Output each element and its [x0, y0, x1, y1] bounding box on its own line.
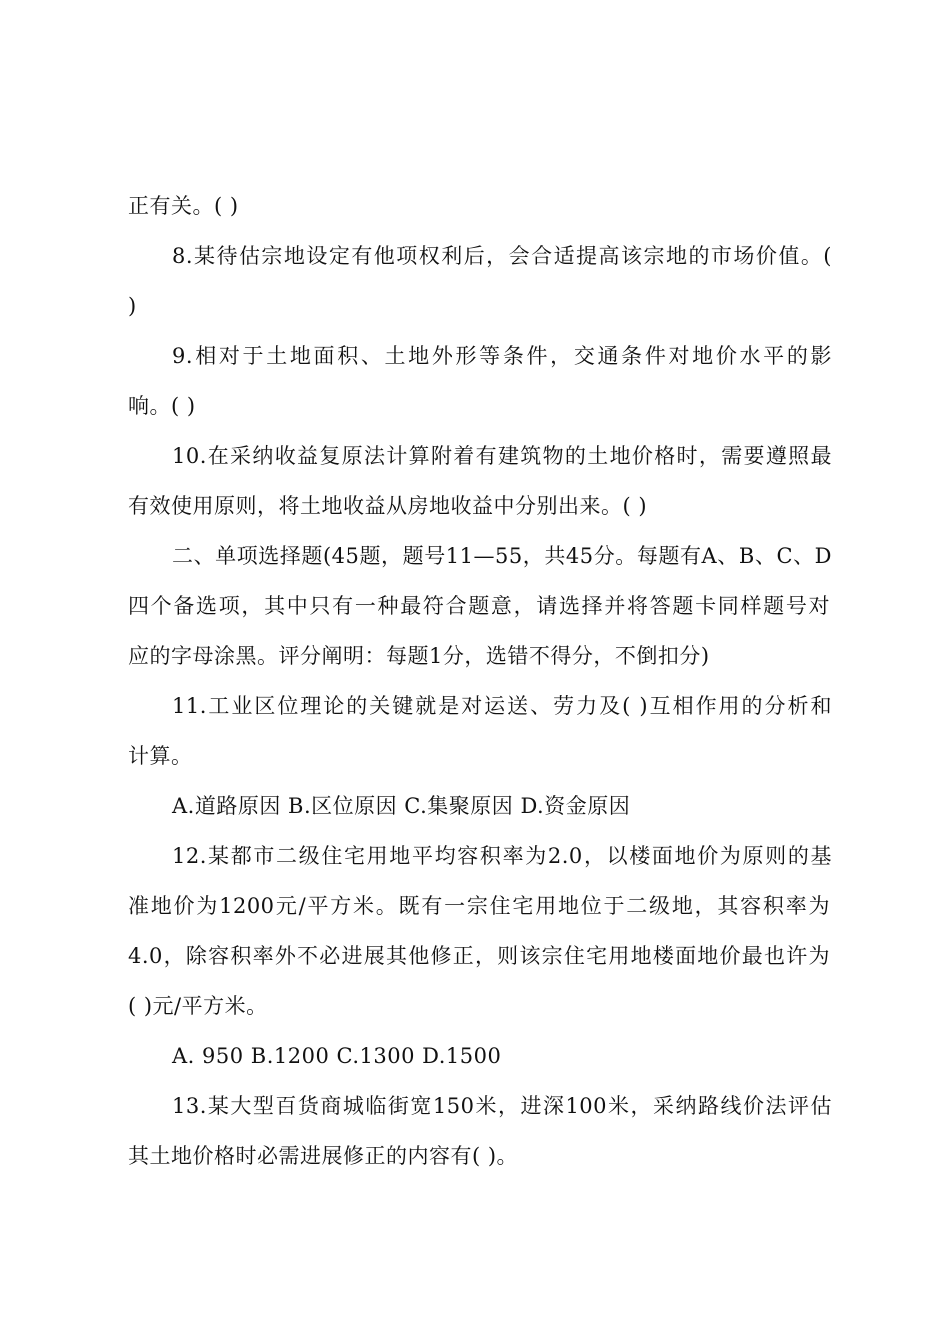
text-line-1: 正有关。( ) [128, 194, 239, 218]
question-9-line-2: 响。( ) [128, 394, 196, 418]
question-13-line-2: 其土地价格时必需进展修正的内容有( )。 [128, 1144, 519, 1168]
question-10-line-2: 有效使用原则，将土地收益从房地收益中分别出来。( ) [128, 494, 648, 518]
question-12-line-2: 准地价为1200元/平方米。既有一宗住宅用地位于二级地，其容积率为 [128, 894, 830, 918]
question-13-line-1: 13.某大型百货商城临街宽150米，进深100米，采纳路线价法评估 [172, 1094, 832, 1118]
question-8-line-1: 8.某待估宗地设定有他项权利后，会合适提高该宗地的市场价值。( [172, 244, 832, 268]
question-12-options: A. 950 B.1200 C.1300 D.1500 [172, 1044, 502, 1068]
question-12-line-1: 12.某都市二级住宅用地平均容积率为2.0，以楼面地价为原则的基 [172, 844, 832, 868]
section-heading-line-2: 四个备选项，其中只有一种最符合题意，请选择并将答题卡同样题号对 [128, 594, 830, 618]
question-11-line-2: 计算。 [128, 744, 193, 768]
section-heading-line-3: 应的字母涂黑。评分阐明：每题1分，选错不得分，不倒扣分) [128, 644, 710, 668]
question-12-line-4: ( )元/平方米。 [128, 994, 268, 1018]
question-11-line-1: 11.工业区位理论的关键就是对运送、劳力及( )互相作用的分析和 [172, 694, 832, 718]
question-11-options: A.道路原因 B.区位原因 C.集聚原因 D.资金原因 [172, 794, 631, 818]
section-heading-line-1: 二、单项选择题(45题，题号11—55，共45分。每题有A、B、C、D [172, 544, 832, 568]
question-10-line-1: 10.在采纳收益复原法计算附着有建筑物的土地价格时，需要遵照最 [172, 444, 832, 468]
question-12-line-3: 4.0，除容积率外不必进展其他修正，则该宗住宅用地楼面地价最也许为 [128, 944, 830, 968]
question-9-line-1: 9.相对于土地面积、土地外形等条件，交通条件对地价水平的影 [172, 344, 832, 368]
question-8-line-2: ) [128, 294, 137, 318]
